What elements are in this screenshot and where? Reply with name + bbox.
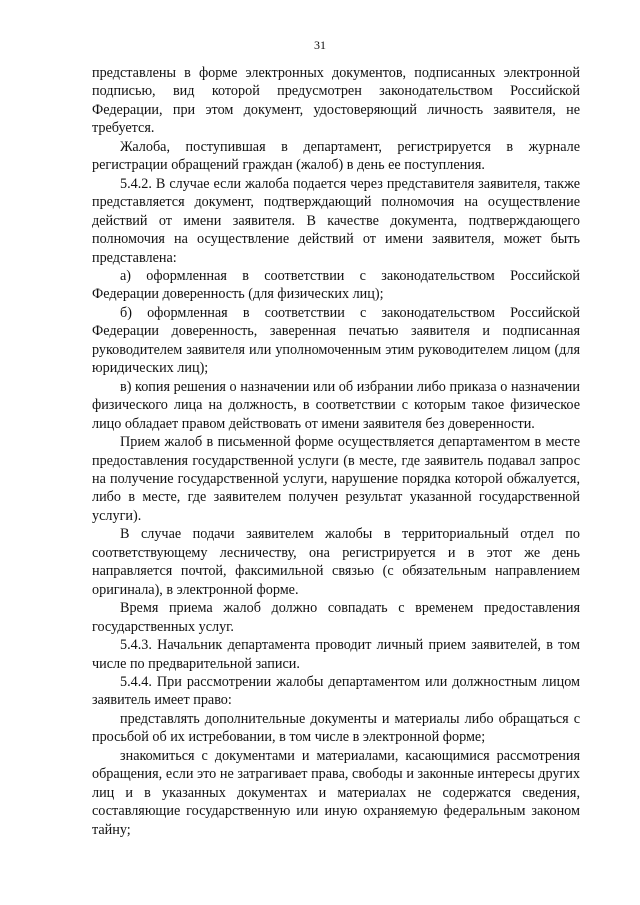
list-item-a: а) оформленная в соответствии с законодательством Российской Федерации доверенность (для физических лиц);: [92, 267, 580, 303]
list-item-v: в) копия решения о назначении или об избрании либо приказа о назначении физического лица на должность, в соответствии с которым такое физическое лицо обладает правом действовать от имени заявителя без доверенности.: [92, 378, 580, 432]
paragraph-complaint-registration: Жалоба, поступившая в департамент, регистрируется в журнале регистрации обращений граждан (жалоб) в день ее поступления.: [92, 138, 580, 174]
paragraph-continuation: представлены в форме электронных документов, подписанных электронной подписью, вид которой предусмотрен законодательством Российской Федерации, при этом документ, удостоверяющий личность заявителя, не требуется.: [92, 65, 580, 137]
paragraph-written-complaints: Прием жалоб в письменной форме осуществляется департаментом в месте предоставления государственной услуги (в месте, где заявитель подавал запрос на получение государственной услуги, нарушение порядка которой обжалуется, либо в месте, где заявителем получен результат указанной государственной услуги).: [92, 434, 580, 524]
paragraph-5-4-2: 5.4.2. В случае если жалоба подается через представителя заявителя, также представляется документ, подтверждающий полномочия на осуществление действий от имени заявителя. В качестве документа, подтверждающего полномочия на осуществление действий от имени заявителя, может быть представлена:: [92, 175, 580, 266]
paragraph-territorial-office: В случае подачи заявителем жалобы в территориальный отдел по соответствующему лесничеству, она регистрируется и в этот же день направляется почтой, факсимильной связью (с обязательным направлением оригинала), в электронной форме.: [92, 526, 580, 598]
right-submit-documents: представлять дополнительные документы и материалы либо обращаться с просьбой об их истребовании, в том числе в электронной форме;: [92, 710, 580, 746]
right-review-materials: знакомиться с документами и материалами, касающимися рассмотрения обращения, если это не затрагивает права, свободы и законные интересы других лиц и в указанных документах и материалах не содержатся сведения, составляющие государственную или иную охраняемую федеральным законом тайну;: [92, 747, 580, 838]
paragraph-5-4-4: 5.4.4. При рассмотрении жалобы департаментом или должностным лицом заявитель имеет право:: [92, 673, 580, 709]
list-item-b: б) оформленная в соответствии с законодательством Российской Федерации доверенность, заверенная печатью заявителя и подписанная руководителем заявителя или уполномоченным этим руководителем лицом (для юридических лиц);: [92, 304, 580, 377]
document-body: [92, 64, 580, 839]
paragraph-5-4-3: 5.4.3. Начальник департамента проводит личный прием заявителей, в том числе по предварительной записи.: [92, 637, 580, 672]
page-number: 31: [314, 38, 326, 52]
paragraph-reception-time: Время приема жалоб должно совпадать с временем предоставления государственных услуг.: [92, 600, 580, 635]
